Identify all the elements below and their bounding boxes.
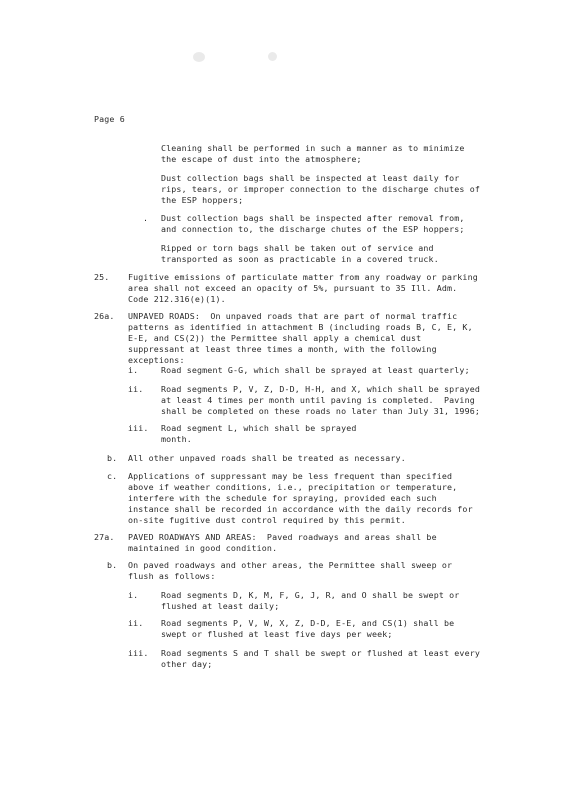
block-marker: iii. bbox=[128, 648, 149, 658]
block-line: UNPAVED ROADS: On unpaved roads that are part of normal traffic bbox=[128, 311, 458, 321]
block-line: interfere with the schedule for spraying, provided each such bbox=[128, 493, 437, 503]
block-line: area shall not exceed an opacity of 5%, pursuant to 35 Ill. Adm. bbox=[128, 283, 458, 293]
block-line: All other unpaved roads shall be treated as necessary. bbox=[128, 453, 406, 463]
block-line: exceptions: bbox=[128, 355, 185, 365]
block-line: Ripped or torn bags shall be taken out of service and bbox=[161, 243, 434, 253]
block-line: maintained in good condition. bbox=[128, 543, 278, 553]
block-marker: ii. bbox=[128, 384, 144, 394]
block-line: and connection to, the discharge chutes of the ESP hoppers; bbox=[161, 224, 465, 234]
block-line: patterns as identified in attachment B (including roads B, C, E, K, bbox=[128, 322, 473, 332]
block-line: Cleaning shall be performed in such a manner as to minimize bbox=[161, 143, 465, 153]
block-line: On paved roadways and other areas, the Permittee shall sweep or bbox=[128, 560, 453, 570]
block-line: Applications of suppressant may be less frequent than specified bbox=[128, 471, 453, 481]
block-line: Fugitive emissions of particulate matter from any roadway or parking bbox=[128, 272, 478, 282]
block-line: the escape of dust into the atmosphere; bbox=[161, 154, 362, 164]
block-marker: 25. bbox=[94, 272, 110, 282]
block-marker: i. bbox=[128, 590, 139, 600]
block-line: Dust collection bags shall be inspected at least daily for bbox=[161, 173, 460, 183]
block-marker: iii. bbox=[128, 423, 149, 433]
block-line: other day; bbox=[161, 659, 213, 669]
page-number: Page 6 bbox=[94, 114, 125, 124]
scan-smudge bbox=[268, 52, 277, 61]
block-line: Road segments D, K, M, F, G, J, R, and O shall be swept or bbox=[161, 590, 460, 600]
scan-smudge bbox=[193, 52, 205, 62]
block-line: Road segments P, V, W, X, Z, D-D, E-E, and CS(1) shall be bbox=[161, 618, 455, 628]
block-line: at least 4 times per month until paving is completed. Paving bbox=[161, 395, 475, 405]
block-line: above if weather conditions, i.e., precipitation or temperature, bbox=[128, 482, 458, 492]
block-line: suppressant at least three times a month, with the following bbox=[128, 344, 437, 354]
block-marker: . bbox=[143, 213, 149, 223]
block-line: E-E, and CS(2)) the Permittee shall apply a chemical dust bbox=[128, 333, 422, 343]
block-line: Road segments S and T shall be swept or flushed at least every bbox=[161, 648, 480, 658]
block-line: swept or flushed at least five days per week; bbox=[161, 629, 393, 639]
block-line: instance shall be recorded in accordance with the daily records for bbox=[128, 504, 473, 514]
block-line: Road segments P, V, Z, D-D, H-H, and X, which shall be sprayed bbox=[161, 384, 480, 394]
block-line: Dust collection bags shall be inspected after removal from, bbox=[161, 213, 465, 223]
block-marker: 26a. bbox=[94, 311, 115, 321]
block-line: month. bbox=[161, 434, 192, 444]
block-line: transported as soon as practicable in a covered truck. bbox=[161, 254, 439, 264]
block-line: the ESP hoppers; bbox=[161, 195, 244, 205]
block-line: PAVED ROADWAYS AND AREAS: Paved roadways and areas shall be bbox=[128, 532, 437, 542]
block-marker: c. bbox=[107, 471, 118, 481]
block-line: rips, tears, or improper connection to the discharge chutes of bbox=[161, 184, 480, 194]
block-line: on-site fugitive dust control required by this permit. bbox=[128, 515, 406, 525]
block-marker: ii. bbox=[128, 618, 144, 628]
block-marker: b. bbox=[107, 453, 118, 463]
block-line: Road segment G-G, which shall be sprayed at least quarterly; bbox=[161, 365, 470, 375]
block-line: Road segment L, which shall be sprayed bbox=[161, 423, 357, 433]
block-line: flush as follows: bbox=[128, 571, 216, 581]
block-line: shall be completed on these roads no later than July 31, 1996; bbox=[161, 406, 480, 416]
block-line: flushed at least daily; bbox=[161, 601, 280, 611]
block-marker: 27a. bbox=[94, 532, 115, 542]
block-line: Code 212.316(e)(1). bbox=[128, 294, 226, 304]
block-marker: b. bbox=[107, 560, 118, 570]
block-marker: i. bbox=[128, 365, 139, 375]
